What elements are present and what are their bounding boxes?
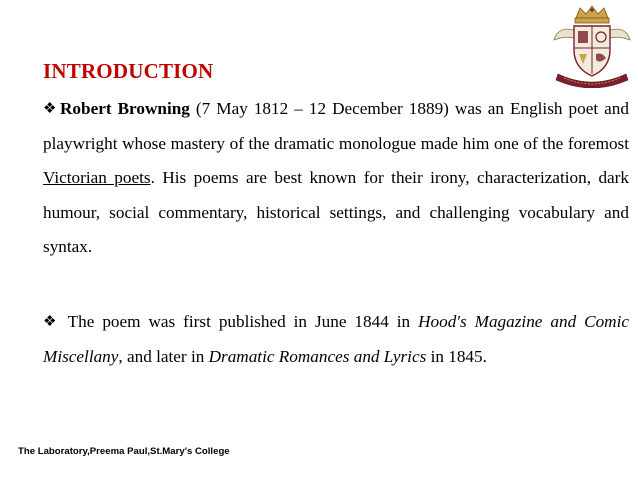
victorian-poets-link[interactable]: Victorian poets — [43, 168, 151, 188]
paragraph2-text2: , and later in — [118, 346, 209, 366]
diamond-bullet-icon: ❖ — [43, 101, 57, 117]
slide-footer: The Laboratory,Preema Paul,St.Mary's College — [18, 446, 230, 457]
college-crest-icon — [548, 4, 636, 88]
paragraph1-text1: (7 May 1812 – 12 December 1889) was an English poet and playwright whose mastery of the dramatic monologue made him one of the foremost — [43, 99, 629, 153]
magazine-title: Hood's Magazine and Comic Miscellany — [43, 312, 629, 366]
slide-title: INTRODUCTION — [43, 59, 214, 83]
paragraph2-text3: in 1845. — [426, 346, 487, 366]
paragraph-publication — [43, 305, 629, 374]
paragraph2-text1: The poem was first published in June 1844 in — [60, 312, 419, 331]
collection-title: Dramatic Romances and Lyrics — [208, 346, 427, 366]
paragraph1-text2: . His poems are best known for their irony, characterization, dark humour, social commentary, historical settings, and challenging vocabulary and syntax. — [43, 168, 629, 257]
diamond-bullet-icon: ❖ — [43, 314, 57, 330]
poet-name: Robert Browning — [60, 99, 190, 118]
paragraph-browning — [43, 92, 629, 265]
